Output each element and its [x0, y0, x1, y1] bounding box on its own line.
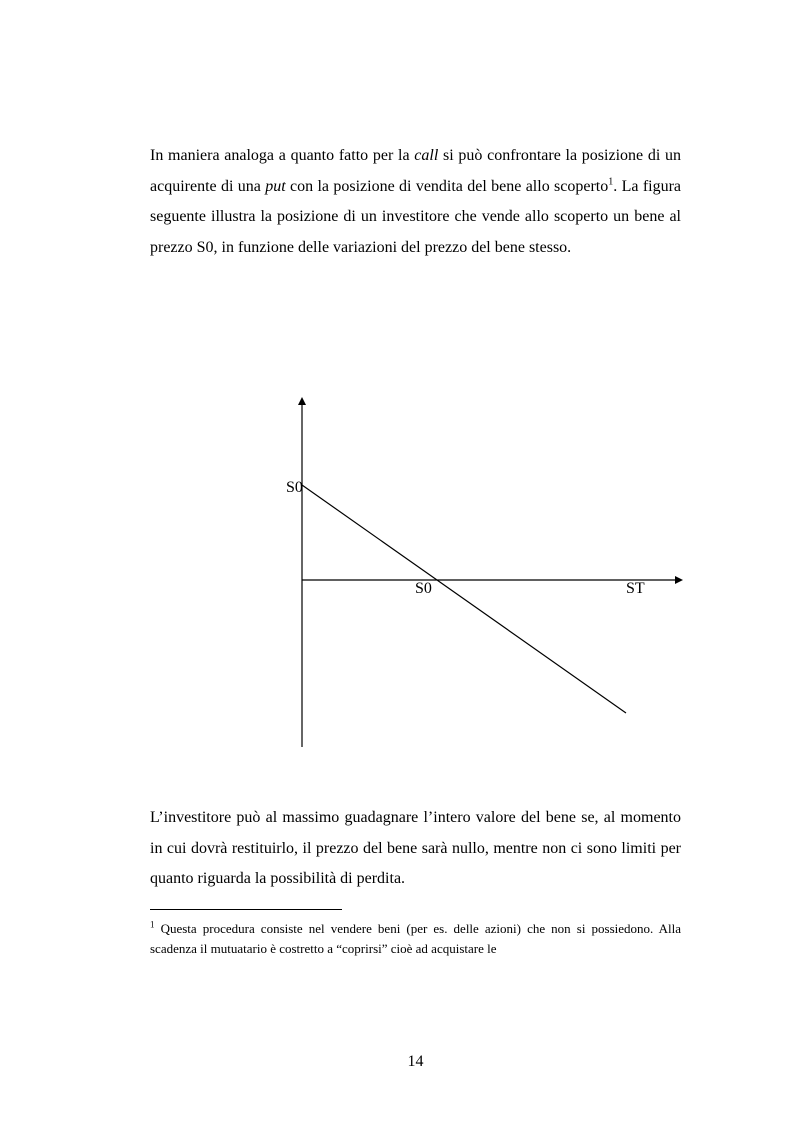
body-paragraph-intro: [150, 141, 681, 263]
paragraph-text: si può confrontare la posizione di un acquirente di una: [150, 147, 682, 195]
x-intercept-label: S0: [415, 580, 432, 597]
footnote-separator: [150, 909, 342, 910]
call-term: call: [414, 147, 439, 164]
body-paragraph-conclusion: L’investitore può al massimo guadagnare l’intero valore del bene se, al momento in cui dovrà restituirlo, il prezzo del bene sarà nullo, mentre non ci sono limiti per quanto riguarda la possibilità di perdita.: [150, 809, 681, 887]
paragraph-text: . La figura seguente illustra la posizione di un investitore che vende allo scoperto un bene al prezzo S0, in funzione delle variazioni del prezzo del bene stesso.: [150, 177, 682, 256]
page-number: 14: [407, 1053, 424, 1070]
x-axis-label: ST: [626, 580, 645, 597]
put-term: put: [265, 177, 286, 195]
paragraph-text: In maniera analoga a quanto fatto per la: [150, 147, 415, 164]
footnote-text: Questa procedura consiste nel vendere beni (per es. delle azioni) che non si possiedono. Alla scadenza il mutuatario è costretto a “coprirsi” cioè ad acquistare le: [150, 921, 681, 956]
footnote-reference[interactable]: 1: [608, 176, 614, 188]
footnote-number: 1: [150, 919, 155, 930]
payoff-line: [302, 485, 626, 713]
paragraph-text: con la posizione di vendita del bene allo scoperto: [285, 177, 609, 195]
y-intercept-label: S0: [286, 479, 303, 496]
footnote: [150, 919, 681, 959]
